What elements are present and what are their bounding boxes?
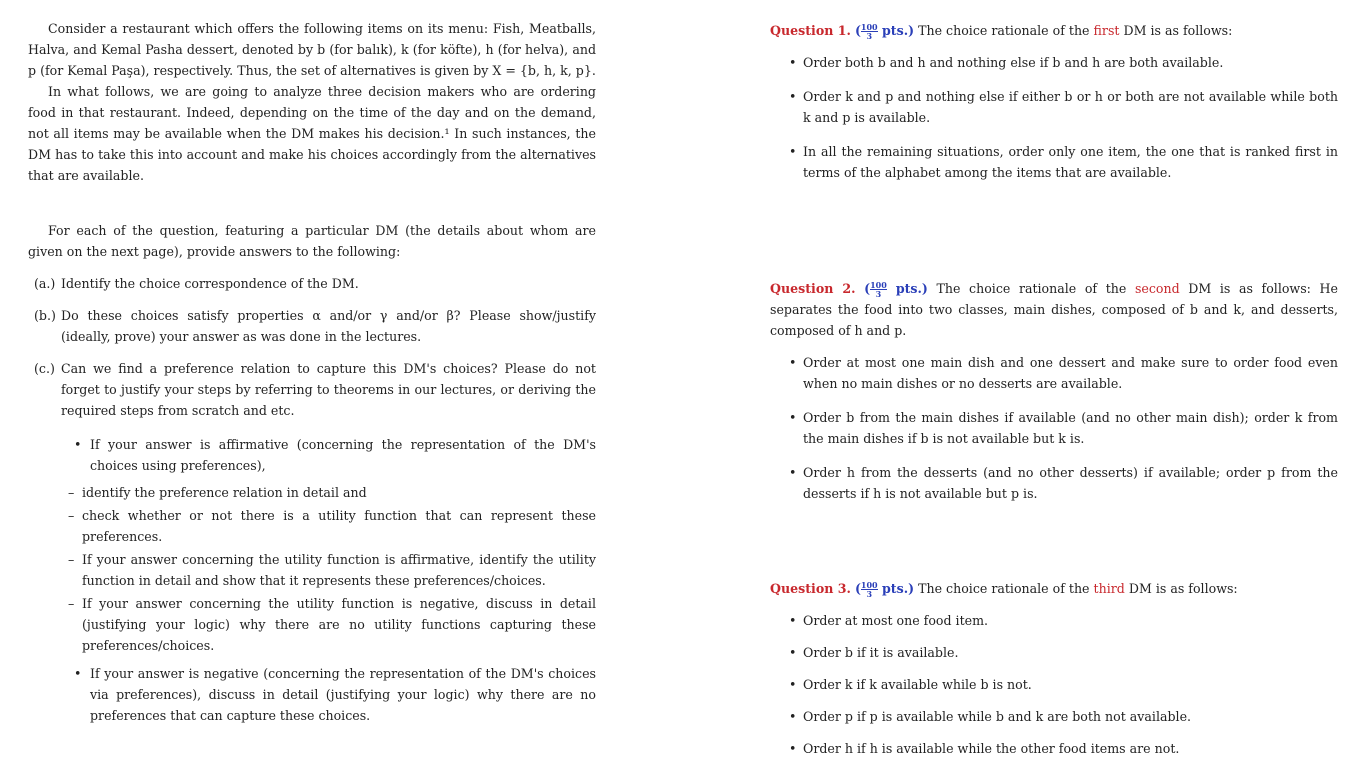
question-title: Question 3. [770, 581, 851, 596]
question-title: Question 1. [770, 23, 851, 38]
dash-item: – check whether or not there is a utility function that can represent these preferences. [28, 505, 596, 547]
dash-item: – identify the preference relation in detail and [28, 482, 596, 503]
dash-item: – If your answer concerning the utility function is affirmative, identify the utility function in detail and show that it represents these preferences/choices. [28, 549, 596, 591]
question-bullet: • Order b if it is available. [770, 642, 1338, 663]
task-label: (a.) [34, 276, 56, 291]
intro-paragraph-2: In what follows, we are going to analyze three decision makers who are ordering food in that restaurant. Indeed, depending on the time of the day and on the demand, not all items may be available when the DM makes his decision.¹ In such instances, the DM has to take this into account and make his choices accordingly from the alternatives that are available. [28, 84, 596, 183]
dash-item: – If your answer concerning the utility function is negative, discuss in detail (justifying your logic) why there are no utility functions capturing these preferences/choices. [28, 593, 596, 656]
points-label: pts.) [882, 23, 915, 38]
points-denominator: 3 [875, 289, 882, 299]
question-bullet: • Order p if p is available while b and k are both not available. [770, 706, 1338, 727]
question-bullet: • Order k if k available while b is not. [770, 674, 1338, 695]
question-header: Question 1. ( $\frac{100}{3}$ pts.) The choice rationale of the first DM is as follows: [770, 22, 1233, 41]
question-lead: The choice rationale of the [936, 281, 1127, 296]
question-tail: DM is as follows: [1123, 23, 1233, 38]
question-bullet: • Order both b and h and nothing else if b and h are both available. [770, 52, 1338, 73]
question-3 [770, 578, 1338, 759]
task-intro: For each of the question, featuring a particular DM (the details about whom are given on the next page), provide answers to the following: [28, 223, 596, 259]
points-numerator: 100 [860, 580, 878, 590]
question-bullet: • Order h if h is available while the other food items are not. [770, 738, 1338, 759]
task-item-b [28, 305, 596, 347]
bullet-negative: • If your answer is negative (concerning the representation of the DM's choices via preferences), discuss in detail (justifying your logic) why there are no preferences that can capture these choices. [58, 663, 596, 726]
question-bullet: • In all the remaining situations, order only one item, the one that is ranked first in terms of the alphabet among the items that are available. [770, 141, 1338, 183]
question-bullet: • Order at most one food item. [770, 610, 1338, 631]
question-tail: DM is as follows: He separates the food into two classes, main dishes, composed of b and k, and desserts, composed of h and p. [770, 281, 1338, 338]
question-2 [770, 278, 1338, 504]
points-denominator: 3 [866, 589, 873, 599]
question-title: Question 2. [770, 281, 856, 296]
intro-paragraph-1: Consider a restaurant which offers the following items on its menu: Fish, Meatballs, Halva, and Kemal Pasha dessert, denoted by b (for balık), k (for köfte), h (for helva), and p (for Kemal Paşa), respectively. Thus, the set of alternatives is given by X = {b, h, k, p}. [28, 21, 596, 78]
question-lead: The choice rationale of the [918, 581, 1090, 596]
question-bullet: • Order k and p and nothing else if either b or h or both are not available while both k and p is available. [770, 86, 1338, 128]
question-bullet: • Order b from the main dishes if available (and no other main dish); order k from the main dishes if b is not available but k is. [770, 407, 1338, 449]
question-lead: The choice rationale of the [918, 23, 1090, 38]
question-bullet: • Order h from the desserts (and no other desserts) if available; order p from the desserts if h is not available but p is. [770, 462, 1338, 504]
question-ordinal: first [1093, 23, 1120, 38]
question-tail: DM is as follows: [1128, 581, 1238, 596]
task-text: Do these choices satisfy properties α and/or γ and/or β? Please show/justify (ideally, prove) your answer as was done in the lectures. [61, 308, 596, 344]
left-column [28, 18, 596, 726]
task-label: (c.) [34, 361, 55, 376]
bullet-affirmative: • If your answer is affirmative (concerning the representation of the DM's choices using preferences), [58, 434, 596, 476]
task-label: (b.) [34, 308, 56, 323]
points-denominator: 3 [866, 31, 873, 41]
points-numerator: 100 [860, 22, 878, 32]
points-label: pts.) [895, 281, 928, 296]
question-1 [770, 20, 1338, 183]
question-header: Question 3. ( $\frac{100}{3}$ pts.) The choice rationale of the third DM is as follows: [770, 580, 1238, 599]
task-text: Identify the choice correspondence of the DM. [61, 276, 359, 291]
points-numerator: 100 [870, 280, 887, 290]
question-bullet: • Order at most one main dish and one dessert and make sure to order food even when no main dishes or no desserts are available. [770, 352, 1338, 394]
task-item-c [28, 358, 596, 421]
task-item-a [28, 273, 596, 294]
question-ordinal: third [1093, 581, 1125, 596]
task-text: Can we find a preference relation to capture this DM's choices? Please do not forget to justify your steps by referring to theorems in our lectures, or deriving the required steps from scratch and etc. [61, 361, 596, 418]
question-header: Question 2. ( $\frac{100}{3}$ pts.) The choice rationale of the second DM is as follows: He separates the food into two classes, main dishes, composed of b and k, and desserts, composed of h and p. [770, 280, 1338, 338]
points-label: pts.) [882, 581, 915, 596]
question-ordinal: second [1134, 281, 1180, 296]
